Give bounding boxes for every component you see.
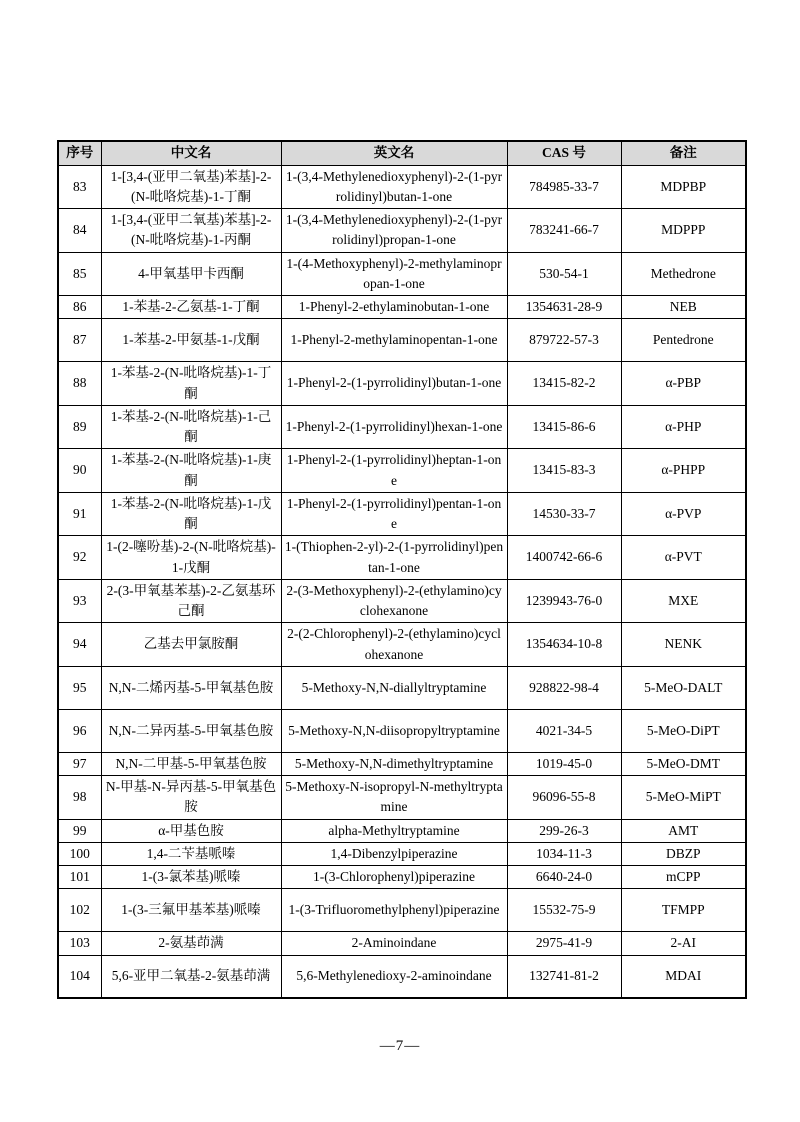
cell-cas-number: 132741-81-2 [507,955,621,998]
cell-cas-number: 96096-55-8 [507,776,621,820]
cell-english-name: 5-Methoxy-N,N-diallyltryptamine [281,666,507,709]
cell-chinese-name: 1,4-二苄基哌嗪 [101,842,281,865]
cell-chinese-name: 4-甲氧基甲卡西酮 [101,252,281,296]
cell-chinese-name: 1-(3-三氟甲基苯基)哌嗪 [101,889,281,932]
cell-cas-number: 14530-33-7 [507,492,621,536]
table-header-row [58,141,746,165]
cell-cas-number: 1239943-76-0 [507,579,621,623]
cell-remark: MDPPP [621,209,746,253]
cell-remark: Pentedrone [621,319,746,362]
cell-serial-number: 98 [58,776,101,820]
cell-chinese-name: 1-[3,4-(亚甲二氧基)苯基]-2-(N-吡咯烷基)-1-丁酮 [101,165,281,209]
cell-serial-number: 87 [58,319,101,362]
cell-serial-number: 99 [58,819,101,842]
cell-serial-number: 92 [58,536,101,580]
cell-cas-number: 13415-83-3 [507,449,621,493]
cell-english-name: 2-Aminoindane [281,932,507,955]
cell-serial-number: 85 [58,252,101,296]
table-row [58,866,746,889]
table-body [58,165,746,998]
table-row [58,776,746,820]
cell-serial-number: 101 [58,866,101,889]
cell-chinese-name: 1-[3,4-(亚甲二氧基)苯基]-2-(N-吡咯烷基)-1-丙酮 [101,209,281,253]
cell-remark: α-PHPP [621,449,746,493]
table-row [58,362,746,406]
cell-english-name: 1-(3,4-Methylenedioxyphenyl)-2-(1-pyrrolidinyl)propan-1-one [281,209,507,253]
cell-english-name: 1-Phenyl-2-(1-pyrrolidinyl)butan-1-one [281,362,507,406]
cell-cas-number: 2975-41-9 [507,932,621,955]
cell-serial-number: 102 [58,889,101,932]
cell-remark: NEB [621,296,746,319]
cell-english-name: 1-(4-Methoxyphenyl)-2-methylaminopropan-1-one [281,252,507,296]
cell-remark: DBZP [621,842,746,865]
table-row [58,405,746,449]
cell-english-name: 5-Methoxy-N-isopropyl-N-methyltryptamine [281,776,507,820]
cell-english-name: 1-(3-Trifluoromethylphenyl)piperazine [281,889,507,932]
cell-cas-number: 1034-11-3 [507,842,621,865]
cell-english-name: 5,6-Methylenedioxy-2-aminoindane [281,955,507,998]
cell-cas-number: 15532-75-9 [507,889,621,932]
cell-remark: α-PVT [621,536,746,580]
cell-remark: Methedrone [621,252,746,296]
table-row [58,536,746,580]
table-row [58,752,746,775]
cell-english-name: 2-(3-Methoxyphenyl)-2-(ethylamino)cyclohexanone [281,579,507,623]
table-row [58,492,746,536]
cell-chinese-name: 1-(3-氯苯基)哌嗪 [101,866,281,889]
table-row [58,165,746,209]
cell-chinese-name: 1-(2-噻吩基)-2-(N-吡咯烷基)-1-戊酮 [101,536,281,580]
cell-serial-number: 89 [58,405,101,449]
cell-cas-number: 13415-82-2 [507,362,621,406]
cell-serial-number: 97 [58,752,101,775]
cell-chinese-name: 1-苯基-2-(N-吡咯烷基)-1-丁酮 [101,362,281,406]
cell-chinese-name: 5,6-亚甲二氧基-2-氨基茚满 [101,955,281,998]
cell-chinese-name: 1-苯基-2-(N-吡咯烷基)-1-庚酮 [101,449,281,493]
cell-cas-number: 299-26-3 [507,819,621,842]
cell-remark: α-PBP [621,362,746,406]
cell-cas-number: 4021-34-5 [507,709,621,752]
cell-english-name: 1-(Thiophen-2-yl)-2-(1-pyrrolidinyl)pentan-1-one [281,536,507,580]
cell-cas-number: 13415-86-6 [507,405,621,449]
cell-english-name: 1-Phenyl-2-(1-pyrrolidinyl)hexan-1-one [281,405,507,449]
table-row [58,932,746,955]
cell-cas-number: 1400742-66-6 [507,536,621,580]
cell-cas-number: 6640-24-0 [507,866,621,889]
cell-cas-number: 1354631-28-9 [507,296,621,319]
cell-chinese-name: 2-(3-甲氧基苯基)-2-乙氨基环己酮 [101,579,281,623]
cell-chinese-name: N,N-二甲基-5-甲氧基色胺 [101,752,281,775]
cell-remark: α-PHP [621,405,746,449]
column-header-remark: 备注 [621,141,746,165]
table-row [58,252,746,296]
cell-remark: TFMPP [621,889,746,932]
cell-chinese-name: 1-苯基-2-(N-吡咯烷基)-1-戊酮 [101,492,281,536]
cell-chinese-name: α-甲基色胺 [101,819,281,842]
cell-serial-number: 93 [58,579,101,623]
cell-english-name: 1-Phenyl-2-ethylaminobutan-1-one [281,296,507,319]
cell-chinese-name: N-甲基-N-异丙基-5-甲氧基色胺 [101,776,281,820]
cell-remark: 5-MeO-MiPT [621,776,746,820]
cell-chinese-name: 2-氨基茚满 [101,932,281,955]
cell-remark: MDPBP [621,165,746,209]
cell-english-name: 5-Methoxy-N,N-dimethyltryptamine [281,752,507,775]
cell-chinese-name: 1-苯基-2-乙氨基-1-丁酮 [101,296,281,319]
cell-english-name: 1-Phenyl-2-(1-pyrrolidinyl)heptan-1-one [281,449,507,493]
cell-remark: 5-MeO-DALT [621,666,746,709]
table-row [58,955,746,998]
cell-remark: 5-MeO-DMT [621,752,746,775]
cell-remark: mCPP [621,866,746,889]
cell-english-name: 5-Methoxy-N,N-diisopropyltryptamine [281,709,507,752]
cell-cas-number: 928822-98-4 [507,666,621,709]
table-row [58,819,746,842]
cell-english-name: 1-Phenyl-2-(1-pyrrolidinyl)pentan-1-one [281,492,507,536]
cell-serial-number: 88 [58,362,101,406]
cell-serial-number: 103 [58,932,101,955]
cell-cas-number: 1354634-10-8 [507,623,621,667]
cell-cas-number: 530-54-1 [507,252,621,296]
column-header-chinese-name: 中文名 [101,141,281,165]
cell-serial-number: 100 [58,842,101,865]
cell-english-name: 1-(3-Chlorophenyl)piperazine [281,866,507,889]
cell-english-name: 1,4-Dibenzylpiperazine [281,842,507,865]
page-number: —7— [379,1038,421,1054]
cell-remark: MDAI [621,955,746,998]
cell-english-name: 1-Phenyl-2-methylaminopentan-1-one [281,319,507,362]
cell-serial-number: 95 [58,666,101,709]
cell-english-name: 2-(2-Chlorophenyl)-2-(ethylamino)cyclohexanone [281,623,507,667]
column-header-cas-number: CAS 号 [507,141,621,165]
cell-serial-number: 90 [58,449,101,493]
cell-remark: AMT [621,819,746,842]
cell-serial-number: 83 [58,165,101,209]
cell-chinese-name: 乙基去甲氯胺酮 [101,623,281,667]
cell-remark: α-PVP [621,492,746,536]
cell-cas-number: 879722-57-3 [507,319,621,362]
table-row [58,623,746,667]
table-row [58,889,746,932]
cell-cas-number: 783241-66-7 [507,209,621,253]
cell-serial-number: 94 [58,623,101,667]
table-row [58,296,746,319]
cell-cas-number: 1019-45-0 [507,752,621,775]
substances-table [57,140,747,999]
cell-chinese-name: 1-苯基-2-(N-吡咯烷基)-1-己酮 [101,405,281,449]
cell-chinese-name: N,N-二烯丙基-5-甲氧基色胺 [101,666,281,709]
cell-serial-number: 104 [58,955,101,998]
substances-table-container [57,140,745,999]
table-row [58,842,746,865]
cell-chinese-name: N,N-二异丙基-5-甲氧基色胺 [101,709,281,752]
column-header-serial-number: 序号 [58,141,101,165]
cell-remark: MXE [621,579,746,623]
cell-serial-number: 86 [58,296,101,319]
cell-serial-number: 96 [58,709,101,752]
cell-chinese-name: 1-苯基-2-甲氨基-1-戊酮 [101,319,281,362]
cell-english-name: 1-(3,4-Methylenedioxyphenyl)-2-(1-pyrrolidinyl)butan-1-one [281,165,507,209]
cell-remark: NENK [621,623,746,667]
cell-serial-number: 84 [58,209,101,253]
cell-serial-number: 91 [58,492,101,536]
table-row [58,666,746,709]
table-row [58,209,746,253]
cell-remark: 2-AI [621,932,746,955]
cell-remark: 5-MeO-DiPT [621,709,746,752]
table-row [58,319,746,362]
cell-cas-number: 784985-33-7 [507,165,621,209]
table-row [58,709,746,752]
column-header-english-name: 英文名 [281,141,507,165]
table-row [58,579,746,623]
cell-english-name: alpha-Methyltryptamine [281,819,507,842]
table-row [58,449,746,493]
